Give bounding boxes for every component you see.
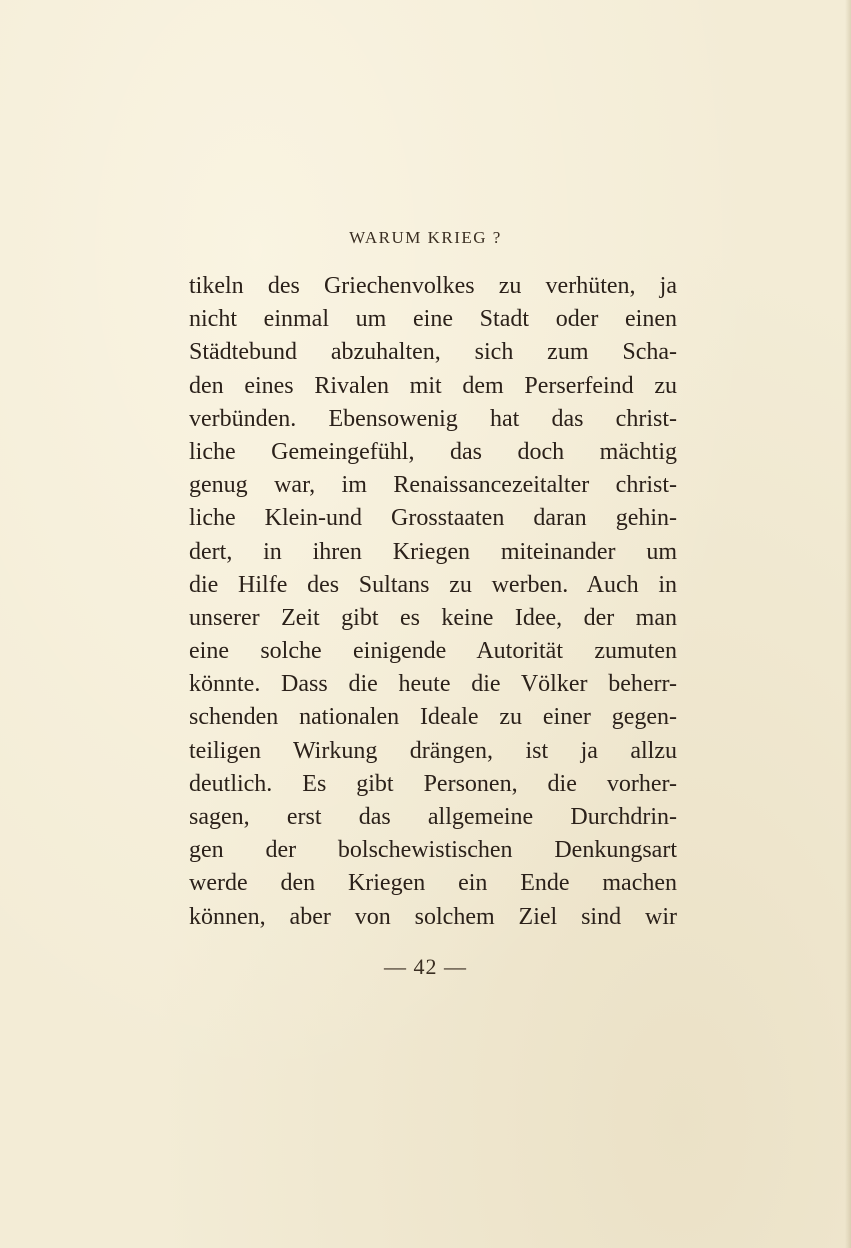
text-line: teiligen Wirkung drängen, ist ja allzu: [189, 737, 677, 764]
text-line: deutlich. Es gibt Personen, die vorher-: [189, 770, 677, 797]
text-line: werde den Kriegen ein Ende machen: [189, 870, 677, 897]
text-line: nicht einmal um eine Stadt oder einen: [189, 306, 677, 333]
text-line: eine solche einigende Autorität zumuten: [189, 638, 677, 665]
text-line: die Hilfe des Sultans zu werben. Auch in: [189, 571, 677, 598]
text-line: schenden nationalen Ideale zu einer gegen-: [189, 704, 677, 731]
text-line: liche Klein-und Grosstaaten daran gehin-: [189, 505, 677, 532]
text-line: genug war, im Renaissancezeitalter christ-: [189, 472, 677, 499]
page-number: — 42 —: [384, 954, 467, 979]
text-line: den eines Rivalen mit dem Perserfeind zu: [189, 372, 677, 399]
text-line: können, aber von solchem Ziel sind wir: [189, 903, 677, 930]
text-line: gen der bolschewistischen Denkungsart: [189, 837, 677, 864]
text-line: dert, in ihren Kriegen miteinander um: [189, 538, 677, 565]
running-head: WARUM KRIEG ?: [349, 228, 502, 247]
text-line: verbünden. Ebensowenig hat das christ-: [189, 405, 677, 432]
page-edge-shadow: [845, 0, 851, 1248]
body-text: [189, 270, 677, 934]
text-line: Städtebund abzuhalten, sich zum Scha-: [189, 339, 677, 366]
text-line: liche Gemeingefühl, das doch mächtig: [189, 438, 677, 465]
text-line: tikeln des Griechenvolkes zu verhüten, ja: [189, 273, 677, 299]
text-line: könnte. Dass die heute die Völker beherr-: [189, 671, 677, 698]
text-line: unserer Zeit gibt es keine Idee, der man: [189, 604, 677, 631]
text-line: sagen, erst das allgemeine Durchdrin-: [189, 804, 677, 830]
